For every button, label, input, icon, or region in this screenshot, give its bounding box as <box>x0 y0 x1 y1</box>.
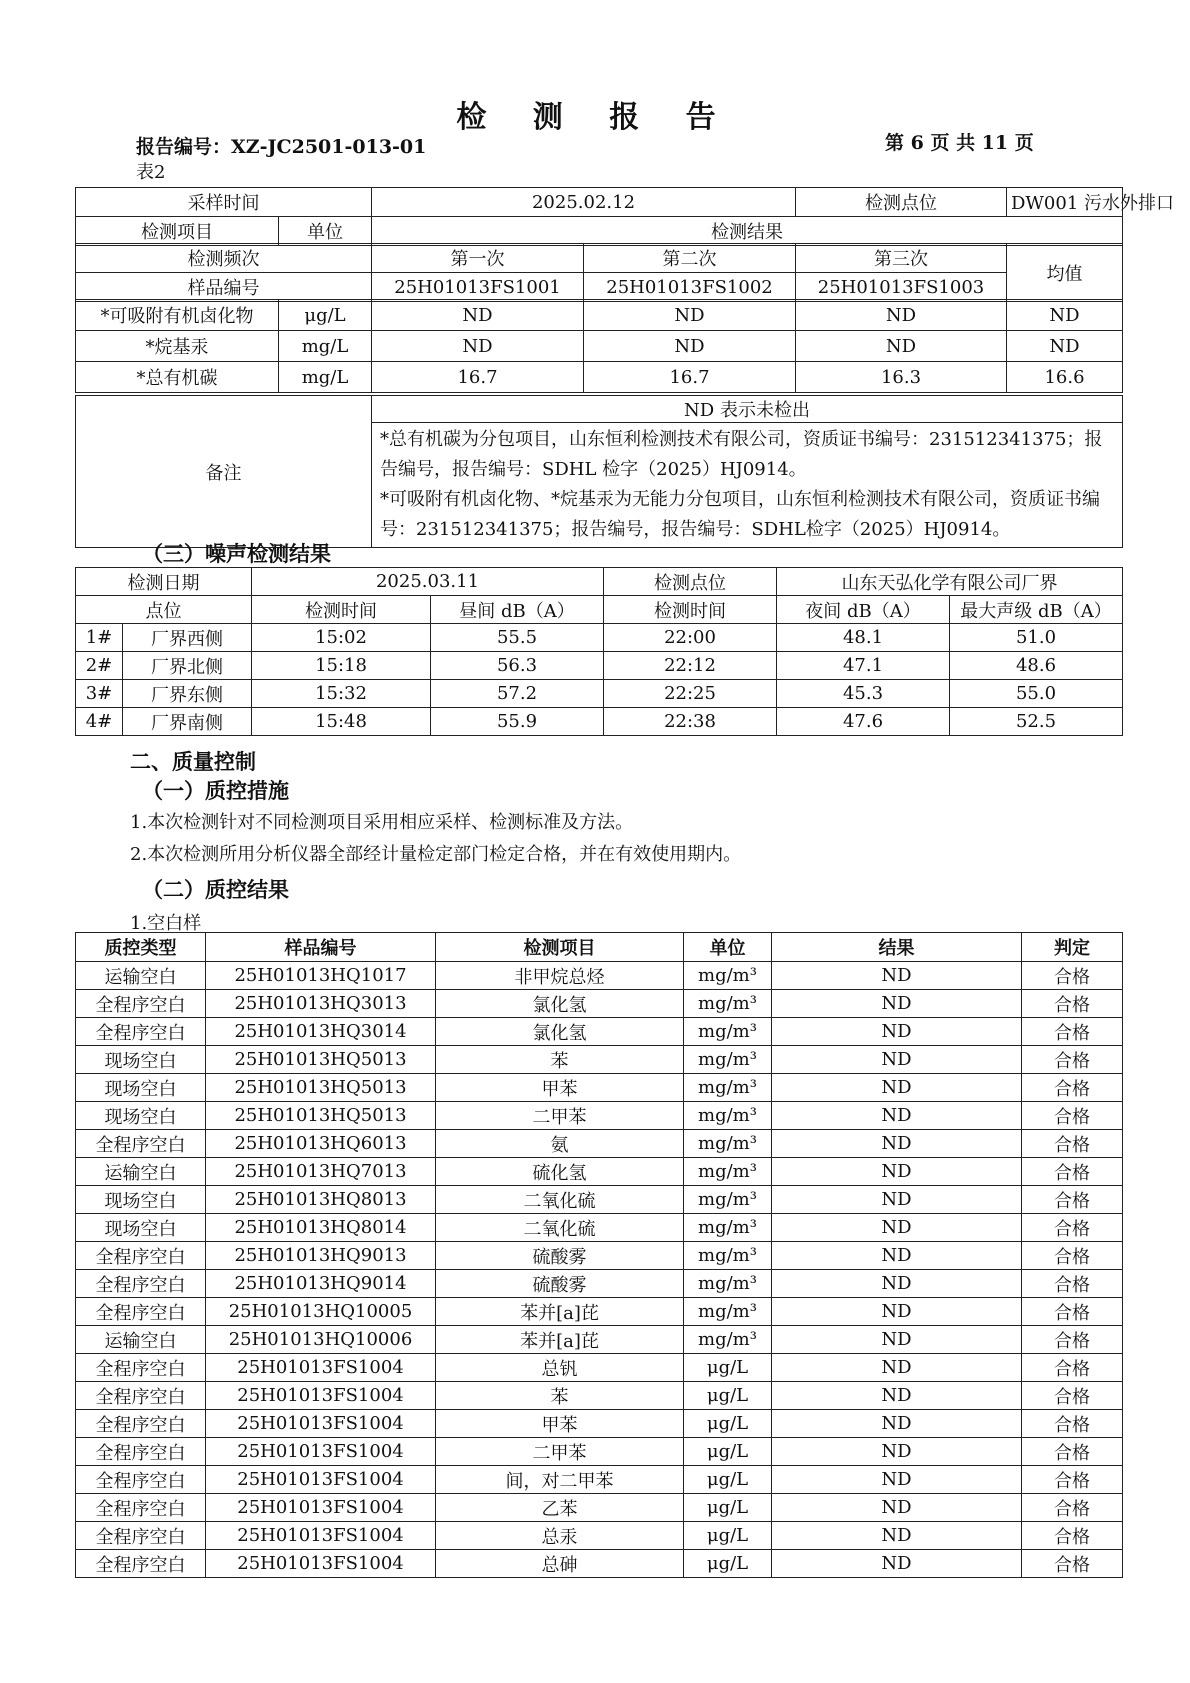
qc-item-cell: 乙苯 <box>436 1494 684 1522</box>
run-3: 第三次 <box>796 244 1007 273</box>
qc-judgement-cell: 合格 <box>1022 962 1123 990</box>
qc-type-cell: 全程序空白 <box>76 1438 206 1466</box>
time-night: 22:00 <box>604 624 777 652</box>
qc-item-cell: 氯化氢 <box>436 990 684 1018</box>
col-max: 最大声级 dB（A） <box>950 596 1123 624</box>
qc-type-cell: 运输空白 <box>76 1326 206 1354</box>
sample-3: 25H01013FS1003 <box>796 273 1007 302</box>
qc-item-cell: 非甲烷总烃 <box>436 962 684 990</box>
table-row <box>76 1074 1123 1102</box>
result-label: 检测结果 <box>372 217 1123 246</box>
value-cell: ND <box>372 300 584 331</box>
qc-result-cell: ND <box>772 1522 1022 1550</box>
qc-result-cell: ND <box>772 1046 1022 1074</box>
table-row <box>76 1382 1123 1410</box>
qc-item-cell: 氯化氢 <box>436 1018 684 1046</box>
qc-type-cell: 全程序空白 <box>76 1298 206 1326</box>
qc-item-cell: 氨 <box>436 1130 684 1158</box>
table-row <box>76 1214 1123 1242</box>
qc-unit-cell: mg/m³ <box>684 1186 772 1214</box>
qc-item-cell: 二甲苯 <box>436 1102 684 1130</box>
night-value: 45.3 <box>777 680 950 708</box>
qc-unit-cell: μg/L <box>684 1382 772 1410</box>
time-day: 15:02 <box>252 624 431 652</box>
qc-result-cell: ND <box>772 1270 1022 1298</box>
qc-sample-cell: 25H01013HQ3014 <box>206 1018 436 1046</box>
col-time-night: 检测时间 <box>604 596 777 624</box>
qc-type-cell: 全程序空白 <box>76 1242 206 1270</box>
time-night: 22:25 <box>604 680 777 708</box>
table-row <box>76 1466 1123 1494</box>
qc-item-cell: 二甲苯 <box>436 1438 684 1466</box>
qc-measure-2: 2.本次检测所用分析仪器全部经计量检定部门检定合格，并在有效使用期内。 <box>130 844 742 865</box>
qc-item-cell: 苯并[a]芘 <box>436 1298 684 1326</box>
qc-item-cell: 甲苯 <box>436 1410 684 1438</box>
qc-item-cell: 硫酸雾 <box>436 1242 684 1270</box>
qc-judgement-cell: 合格 <box>1022 1158 1123 1186</box>
qc-unit-cell: mg/m³ <box>684 1074 772 1102</box>
qc-item-cell: 苯 <box>436 1382 684 1410</box>
qc-judgement-cell: 合格 <box>1022 1046 1123 1074</box>
max-value: 51.0 <box>950 624 1123 652</box>
value-cell: 16.7 <box>372 362 584 393</box>
qc-result-cell: ND <box>772 962 1022 990</box>
table-row <box>76 1158 1123 1186</box>
col-point: 点位 <box>76 596 252 624</box>
qc-result-cell: ND <box>772 1242 1022 1270</box>
table-row <box>76 1494 1123 1522</box>
remarks-table <box>75 395 1123 548</box>
qc-unit-cell: mg/m³ <box>684 1018 772 1046</box>
qc-col-item: 检测项目 <box>436 933 684 962</box>
qc-measures-title: （一）质控措施 <box>142 778 289 803</box>
qc-judgement-cell: 合格 <box>1022 1130 1123 1158</box>
avg-label: 均值 <box>1007 244 1123 302</box>
qc-sample-cell: 25H01013HQ1017 <box>206 962 436 990</box>
report-number: 报告编号：XZ-JC2501-013-01 <box>136 136 427 158</box>
qc-item-cell: 硫化氢 <box>436 1158 684 1186</box>
qc-type-cell: 全程序空白 <box>76 1130 206 1158</box>
run-2: 第二次 <box>584 244 796 273</box>
qc-unit-cell: μg/L <box>684 1354 772 1382</box>
table-row <box>76 1186 1123 1214</box>
wastewater-values <box>75 299 1123 393</box>
unit-cell: mg/L <box>279 362 372 393</box>
qc-type-cell: 现场空白 <box>76 1074 206 1102</box>
qc-unit-cell: μg/L <box>684 1522 772 1550</box>
qc-measure-1: 1.本次检测针对不同检测项目采用相应采样、检测标准及方法。 <box>130 812 634 833</box>
max-value: 48.6 <box>950 652 1123 680</box>
qc-type-cell: 现场空白 <box>76 1214 206 1242</box>
value-cell: 16.7 <box>584 362 796 393</box>
qc-type-cell: 现场空白 <box>76 1102 206 1130</box>
table-row <box>76 1326 1123 1354</box>
qc-unit-cell: mg/m³ <box>684 1046 772 1074</box>
noise-point: 山东天弘化学有限公司厂界 <box>777 568 1123 596</box>
qc-item-cell: 苯并[a]芘 <box>436 1326 684 1354</box>
qc-judgement-cell: 合格 <box>1022 1382 1123 1410</box>
qc-sample-cell: 25H01013HQ5013 <box>206 1046 436 1074</box>
qc-sample-cell: 25H01013FS1004 <box>206 1550 436 1578</box>
qc-sample-cell: 25H01013HQ9014 <box>206 1270 436 1298</box>
qc-result-cell: ND <box>772 1494 1022 1522</box>
qc-sample-cell: 25H01013HQ10006 <box>206 1326 436 1354</box>
sampling-time-label: 采样时间 <box>76 188 372 217</box>
qc-type-cell: 全程序空白 <box>76 1494 206 1522</box>
value-cell: ND <box>584 300 796 331</box>
item-label: 检测项目 <box>76 217 279 246</box>
qc-sample-cell: 25H01013FS1004 <box>206 1466 436 1494</box>
qc-sample-cell: 25H01013HQ3013 <box>206 990 436 1018</box>
item-cell: *可吸附有机卤化物 <box>76 300 279 331</box>
table-row <box>76 1018 1123 1046</box>
day-value: 57.2 <box>431 680 604 708</box>
value-cell: ND <box>372 331 584 362</box>
qc-result-cell: ND <box>772 1438 1022 1466</box>
col-time-day: 检测时间 <box>252 596 431 624</box>
time-day: 15:48 <box>252 708 431 736</box>
qc-sample-cell: 25H01013FS1004 <box>206 1382 436 1410</box>
qc-type-cell: 全程序空白 <box>76 1522 206 1550</box>
time-day: 15:32 <box>252 680 431 708</box>
night-value: 47.1 <box>777 652 950 680</box>
qc-result-cell: ND <box>772 1074 1022 1102</box>
table-row <box>76 1438 1123 1466</box>
point-name: 厂界西侧 <box>123 624 252 652</box>
qc-judgement-cell: 合格 <box>1022 1102 1123 1130</box>
remark-1: *总有机碳为分包项目，山东恒利检测技术有限公司，资质证书编号：231512341375；报告编号，报告编号：SDHL 检字（2025）HJ0914。 <box>380 429 1103 480</box>
avg-cell: 16.6 <box>1007 362 1123 393</box>
qc-item-cell: 总钒 <box>436 1354 684 1382</box>
qc-judgement-cell: 合格 <box>1022 1074 1123 1102</box>
table-row <box>76 1354 1123 1382</box>
max-value: 55.0 <box>950 680 1123 708</box>
remarks-text <box>372 423 1123 548</box>
qc-type-cell: 全程序空白 <box>76 1018 206 1046</box>
qc-judgement-cell: 合格 <box>1022 1466 1123 1494</box>
qc-type-cell: 全程序空白 <box>76 990 206 1018</box>
point-name: 厂界南侧 <box>123 708 252 736</box>
point-value: DW001 污水外排口 <box>1007 188 1123 217</box>
noise-section-title: （三）噪声检测结果 <box>142 541 331 566</box>
qc-sample-cell: 25H01013HQ5013 <box>206 1102 436 1130</box>
table-row <box>76 1550 1123 1578</box>
qc-judgement-cell: 合格 <box>1022 1522 1123 1550</box>
qc-col-unit: 单位 <box>684 933 772 962</box>
max-value: 52.5 <box>950 708 1123 736</box>
point-no: 3# <box>76 680 123 708</box>
table-label: 表2 <box>136 162 166 183</box>
noise-table <box>75 567 1123 736</box>
day-value: 55.9 <box>431 708 604 736</box>
qc-item-cell: 硫酸雾 <box>436 1270 684 1298</box>
night-value: 47.6 <box>777 708 950 736</box>
qc-sample-cell: 25H01013HQ8013 <box>206 1186 436 1214</box>
table-row <box>76 990 1123 1018</box>
unit-cell: mg/L <box>279 331 372 362</box>
qc-sample-cell: 25H01013HQ9013 <box>206 1242 436 1270</box>
qc-sample-cell: 25H01013FS1004 <box>206 1354 436 1382</box>
unit-cell: μg/L <box>279 300 372 331</box>
avg-cell: ND <box>1007 331 1123 362</box>
day-value: 55.5 <box>431 624 604 652</box>
qc-sample-cell: 25H01013FS1004 <box>206 1494 436 1522</box>
qc-type-cell: 全程序空白 <box>76 1410 206 1438</box>
qc-col-result: 结果 <box>772 933 1022 962</box>
qc-sample-cell: 25H01013HQ5013 <box>206 1074 436 1102</box>
qc-unit-cell: mg/m³ <box>684 1214 772 1242</box>
qc-result-cell: ND <box>772 1382 1022 1410</box>
qc-result-cell: ND <box>772 1018 1022 1046</box>
qc-unit-cell: mg/m³ <box>684 1326 772 1354</box>
qc-judgement-cell: 合格 <box>1022 1354 1123 1382</box>
qc-result-cell: ND <box>772 1102 1022 1130</box>
value-cell: 16.3 <box>796 362 1007 393</box>
qc-type-cell: 全程序空白 <box>76 1354 206 1382</box>
noise-point-label: 检测点位 <box>604 568 777 596</box>
qc-type-cell: 现场空白 <box>76 1186 206 1214</box>
time-night: 22:12 <box>604 652 777 680</box>
qc-sample-cell: 25H01013HQ10005 <box>206 1298 436 1326</box>
qc-unit-cell: mg/m³ <box>684 1242 772 1270</box>
avg-cell: ND <box>1007 300 1123 331</box>
qc-result-cell: ND <box>772 1326 1022 1354</box>
qc-unit-cell: μg/L <box>684 1438 772 1466</box>
qc-judgement-cell: 合格 <box>1022 1270 1123 1298</box>
col-night: 夜间 dB（A） <box>777 596 950 624</box>
qc-type-cell: 全程序空白 <box>76 1550 206 1578</box>
sample-2: 25H01013FS1002 <box>584 273 796 302</box>
item-cell: *烷基汞 <box>76 331 279 362</box>
noise-date: 2025.03.11 <box>252 568 604 596</box>
qc-result-cell: ND <box>772 1186 1022 1214</box>
qc-sample-cell: 25H01013HQ6013 <box>206 1130 436 1158</box>
qc-result-cell: ND <box>772 1466 1022 1494</box>
qc-unit-cell: mg/m³ <box>684 1158 772 1186</box>
qc-sample-cell: 25H01013HQ8014 <box>206 1214 436 1242</box>
qc-item-cell: 二氧化硫 <box>436 1214 684 1242</box>
qc-type-cell: 全程序空白 <box>76 1382 206 1410</box>
qc-result-cell: ND <box>772 1298 1022 1326</box>
table-row <box>76 1102 1123 1130</box>
time-night: 22:38 <box>604 708 777 736</box>
qc-item-cell: 间，对二甲苯 <box>436 1466 684 1494</box>
qc-judgement-cell: 合格 <box>1022 1186 1123 1214</box>
qc-result-cell: ND <box>772 1214 1022 1242</box>
point-name: 厂界东侧 <box>123 680 252 708</box>
qc-judgement-cell: 合格 <box>1022 1410 1123 1438</box>
qc-type-cell: 现场空白 <box>76 1046 206 1074</box>
qc-judgement-cell: 合格 <box>1022 1242 1123 1270</box>
qc-unit-cell: mg/m³ <box>684 962 772 990</box>
point-no: 2# <box>76 652 123 680</box>
qc-judgement-cell: 合格 <box>1022 1214 1123 1242</box>
sampling-time-value: 2025.02.12 <box>372 188 796 217</box>
value-cell: ND <box>796 331 1007 362</box>
qc-result-cell: ND <box>772 1550 1022 1578</box>
wastewater-table-body <box>75 243 1123 302</box>
table-row <box>76 1242 1123 1270</box>
qc-judgement-cell: 合格 <box>1022 1326 1123 1354</box>
qc-sample-cell: 25H01013FS1004 <box>206 1410 436 1438</box>
qc-item-cell: 苯 <box>436 1046 684 1074</box>
qc-unit-cell: μg/L <box>684 1466 772 1494</box>
qc-type-cell: 全程序空白 <box>76 1466 206 1494</box>
qc-judgement-cell: 合格 <box>1022 1298 1123 1326</box>
qc-blank-table <box>75 932 1123 1578</box>
qc-result-cell: ND <box>772 1130 1022 1158</box>
sample-label: 样品编号 <box>76 273 372 302</box>
remarks-label: 备注 <box>76 396 372 548</box>
qc-judgement-cell: 合格 <box>1022 1550 1123 1578</box>
point-no: 1# <box>76 624 123 652</box>
col-day: 昼间 dB（A） <box>431 596 604 624</box>
qc-item-cell: 总砷 <box>436 1550 684 1578</box>
table-row <box>76 962 1123 990</box>
night-value: 48.1 <box>777 624 950 652</box>
qc-col-sample: 样品编号 <box>206 933 436 962</box>
table-row <box>76 1130 1123 1158</box>
qc-results-title: （二）质控结果 <box>142 877 289 902</box>
qc-type-cell: 运输空白 <box>76 962 206 990</box>
table-row <box>76 1410 1123 1438</box>
qc-item-cell: 甲苯 <box>436 1074 684 1102</box>
day-value: 56.3 <box>431 652 604 680</box>
point-name: 厂界北侧 <box>123 652 252 680</box>
blank-sample-label: 1.空白样 <box>130 913 202 934</box>
remark-nd: ND 表示未检出 <box>372 396 1123 423</box>
qc-judgement-cell: 合格 <box>1022 1494 1123 1522</box>
table-row <box>76 1270 1123 1298</box>
qc-judgement-cell: 合格 <box>1022 1018 1123 1046</box>
page-number: 第 6 页 共 11 页 <box>885 132 1034 154</box>
table-row <box>76 1522 1123 1550</box>
remark-2: *可吸附有机卤化物、*烷基汞为无能力分包项目，山东恒利检测技术有限公司，资质证书编号：231512341375；报告编号，报告编号：SDHL检字（2025）HJ0914。 <box>380 489 1100 540</box>
qc-unit-cell: μg/L <box>684 1550 772 1578</box>
qc-unit-cell: μg/L <box>684 1494 772 1522</box>
table-row <box>76 1046 1123 1074</box>
qc-judgement-cell: 合格 <box>1022 990 1123 1018</box>
qc-sample-cell: 25H01013FS1004 <box>206 1522 436 1550</box>
qc-col-type: 质控类型 <box>76 933 206 962</box>
item-cell: *总有机碳 <box>76 362 279 393</box>
qc-sample-cell: 25H01013FS1004 <box>206 1438 436 1466</box>
unit-label: 单位 <box>279 217 372 246</box>
qc-unit-cell: mg/m³ <box>684 1102 772 1130</box>
time-day: 15:18 <box>252 652 431 680</box>
value-cell: ND <box>584 331 796 362</box>
qc-item-cell: 二氧化硫 <box>436 1186 684 1214</box>
point-label: 检测点位 <box>796 188 1007 217</box>
qc-unit-cell: mg/m³ <box>684 1270 772 1298</box>
qc-sample-cell: 25H01013HQ7013 <box>206 1158 436 1186</box>
noise-date-label: 检测日期 <box>76 568 252 596</box>
qc-type-cell: 全程序空白 <box>76 1270 206 1298</box>
qc-item-cell: 总汞 <box>436 1522 684 1550</box>
report-title: 检 测 报 告 <box>456 100 734 135</box>
run-1: 第一次 <box>372 244 584 273</box>
qc-col-judgement: 判定 <box>1022 933 1123 962</box>
qc-unit-cell: μg/L <box>684 1410 772 1438</box>
value-cell: ND <box>796 300 1007 331</box>
point-no: 4# <box>76 708 123 736</box>
qc-result-cell: ND <box>772 1354 1022 1382</box>
qc-section-title: 二、质量控制 <box>130 749 256 774</box>
qc-unit-cell: mg/m³ <box>684 1298 772 1326</box>
freq-label: 检测频次 <box>76 244 372 273</box>
sample-1: 25H01013FS1001 <box>372 273 584 302</box>
wastewater-table <box>75 187 1175 246</box>
qc-result-cell: ND <box>772 1158 1022 1186</box>
qc-result-cell: ND <box>772 990 1022 1018</box>
table-row <box>76 1298 1123 1326</box>
qc-type-cell: 运输空白 <box>76 1158 206 1186</box>
qc-unit-cell: mg/m³ <box>684 1130 772 1158</box>
qc-judgement-cell: 合格 <box>1022 1438 1123 1466</box>
qc-unit-cell: mg/m³ <box>684 990 772 1018</box>
qc-result-cell: ND <box>772 1410 1022 1438</box>
